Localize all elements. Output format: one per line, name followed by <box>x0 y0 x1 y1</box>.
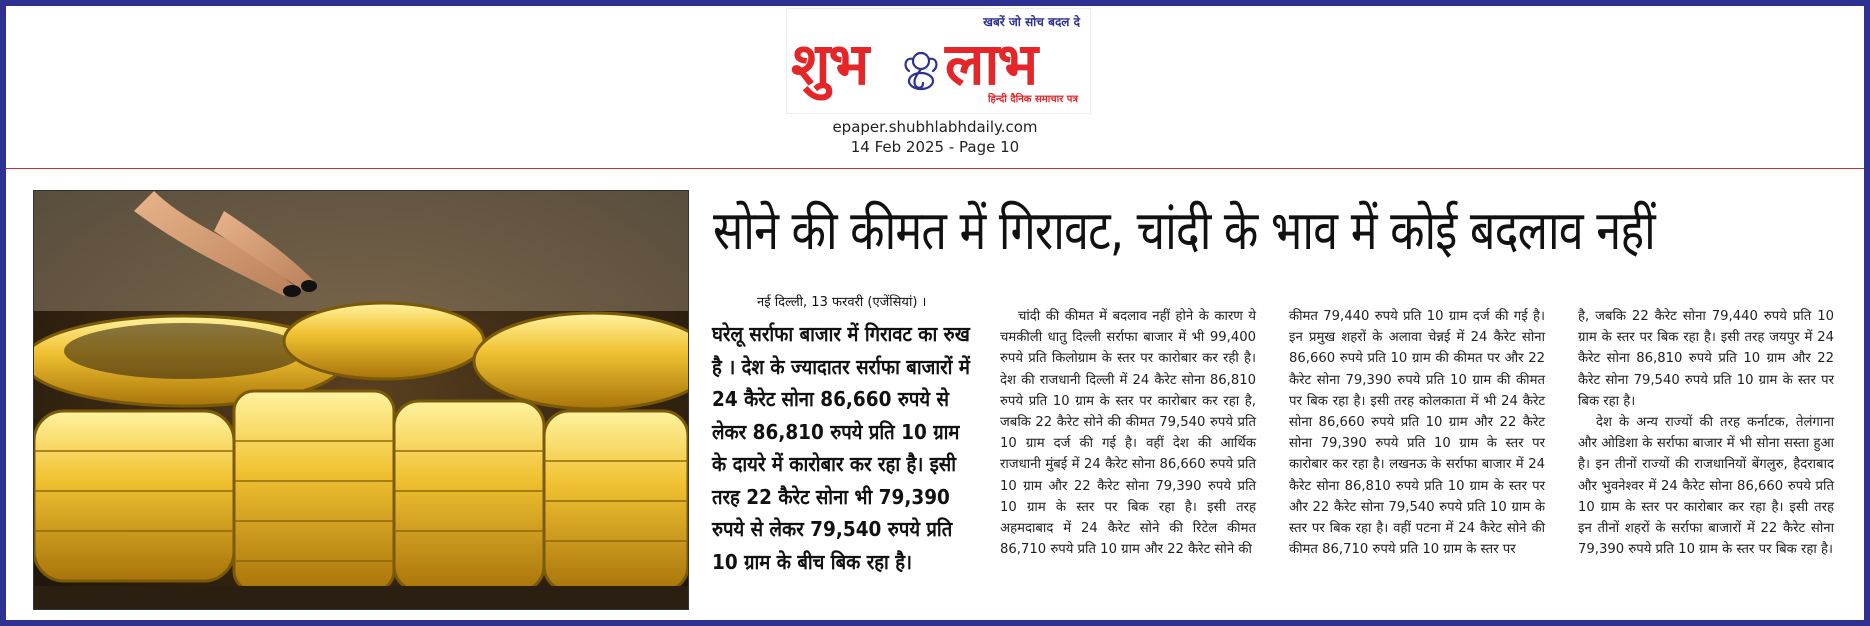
article-lead: घरेलू सर्राफा बाजार में गिरावट का रुख है । देश के ज्यादातर सर्राफा बाजारों में 24 कैरेट सोना 86,660 रुपये से लेकर 86,810 रुपये प्रति 10 ग्राम के दायरे में कारोबार कर रहा है। इसी तरह 22 कैरेट सोना भी 79,390 रुपये से लेकर 79,540 रुपये प्रति 10 ग्राम के बीच बिक रहा है। <box>712 322 970 574</box>
article-column-2 <box>1289 306 1545 560</box>
column-3-paragraph-1: है, जबकि 22 कैरेट सोना 79,440 रुपये प्रति 10 ग्राम के स्तर पर बिक रहा है। इसी तरह जयपुर में 24 कैरेट सोना 86,810 रुपये प्रति 10 ग्राम और 22 कैरेट सोना 79,540 रुपये प्रति 10 ग्राम के स्तर पर बिक रहा है। <box>1578 309 1834 409</box>
article-column-1 <box>1000 306 1256 560</box>
column-1-text: चांदी की कीमत में बदलाव नहीं होने के कारण ये चमकीली धातु दिल्ली सर्राफा बाजार में भी 99,400 रुपये प्रति किलोग्राम के स्तर पर कारोबार कर रही है। देश की राजधानी दिल्ली में 24 कैरेट सोना 86,810 रुपये प्रति 10 ग्राम के स्तर पर कारोबार कर रहा है, जबकि 22 कैरेट सोने की कीमत 79,540 रुपये प्रति 10 ग्राम दर्ज की गई है। वहीं देश की आर्थिक राजधानी मुंबई में 24 कैरेट सोना 86,660 रुपये प्रति 10 ग्राम और 22 कैरेट सोना 79,390 रुपये प्रति 10 ग्राम के स्तर पर बिक रहा है। इसी तरह अहमदाबाद में 24 कैरेट सोने की रिटेल कीमत 86,710 रुपये प्रति 10 ग्राम और 22 कैरेट सोने की <box>1000 309 1256 558</box>
column-3-paragraph-2: देश के अन्य राज्यों की तरह कर्नाटक, तेलंगाना और ओडिशा के सर्राफा बाजार में भी सोना सस्ता हुआ है। इन तीनों राज्यों की राजधानियों बेंगलुरु, हैदराबाद और भुवनेश्वर में 24 कैरेट सोना 86,660 रुपये प्रति 10 ग्राम के स्तर पर कारोबार कर रहा है। इसी तरह इन तीनों शहरों के सर्राफा बाजारों में 22 कैरेट सोना 79,390 रुपये प्रति 10 ग्राम के स्तर पर बिक रहा है। <box>1578 415 1834 558</box>
article-headline: सोने की कीमत में गिरावट, चांदी के भाव में कोई बदलाव नहीं <box>713 199 1655 262</box>
newspaper-page <box>6 6 1864 620</box>
logo-word-labh: लाभ <box>945 30 1037 98</box>
gold-jewellery-photo <box>33 190 689 610</box>
masthead <box>6 6 1864 169</box>
newspaper-logo <box>787 9 1090 113</box>
logo-tagline: खबरें जो सोच बदल दे <box>983 15 1080 29</box>
logo-subtitle: हिन्दी दैनिक समाचार पत्र <box>987 94 1078 105</box>
article-column-3 <box>1578 306 1834 560</box>
article-dateline: नई दिल्ली, 13 फरवरी (एजेंसियां) । <box>757 295 927 310</box>
gold-bangles-image <box>34 191 688 609</box>
ganesh-icon <box>897 45 945 93</box>
column-2-text: कीमत 79,440 रुपये प्रति 10 ग्राम दर्ज की गई है। इन प्रमुख शहरों के अलावा चेन्नई में 24 कैरेट सोना 86,660 रुपये प्रति 10 ग्राम की कीमत पर और 22 कैरेट सोना 79,390 रुपये प्रति 10 ग्राम की कीमत पर बिक रहा है। इसी तरह कोलकाता में भी 24 कैरेट सोना 86,660 रुपये प्रति 10 ग्राम और 22 कैरेट सोना 79,390 रुपये प्रति 10 ग्राम के स्तर पर कारोबार कर रहा है। लखनऊ के सर्राफा बाजार में 24 कैरेट सोना 86,810 रुपये प्रति 10 ग्राम के स्तर पर और 22 कैरेट सोना 79,540 रुपये प्रति 10 ग्राम के स्तर पर बिक रहा है। वहीं पटना में 24 कैरेट सोने की कीमत 86,710 रुपये प्रति 10 ग्राम के स्तर पर <box>1289 309 1545 558</box>
epaper-url[interactable]: epaper.shubhlabhdaily.com <box>832 118 1038 136</box>
edition-date: 14 Feb 2025 - Page 10 <box>850 138 1020 156</box>
logo-word-shubh: शुभ <box>791 30 868 98</box>
